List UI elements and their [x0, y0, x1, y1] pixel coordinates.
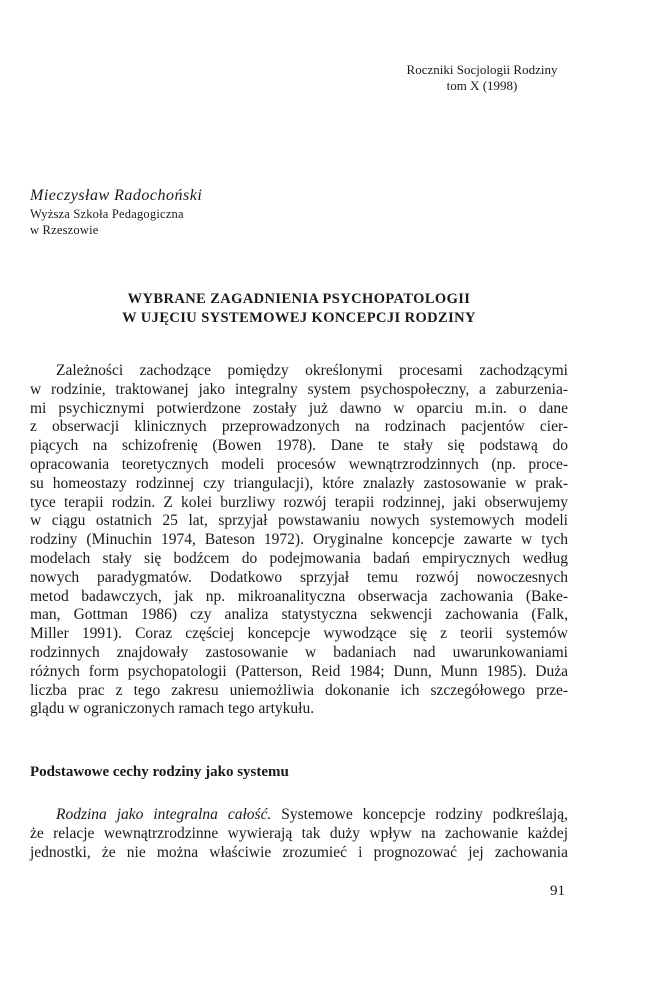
text-line: rodziny (Minuchin 1974, Bateson 1972). Oryginalne koncepcje zawarte w tych: [30, 531, 568, 549]
text-line: różnych form psychopatologii (Patterson, Reid 1984; Dunn, Munn 1985). Duża: [30, 662, 568, 680]
italic-lead: Rodzina jako integralna całość.: [56, 806, 272, 823]
journal-header: [382, 62, 582, 94]
text-line: Zależności zachodzące pomiędzy określonymi procesami zachodzącymi: [56, 362, 568, 379]
author-affiliation-city: w Rzeszowie: [30, 223, 99, 237]
article-title-line-1: WYBRANE ZAGADNIENIA PSYCHOPATOLOGII: [127, 291, 471, 307]
text-line: nowych paradygmatów. Dodatkowo sprzyjał temu rozwój nowoczesnych: [30, 568, 568, 586]
text-line: mi psychicznymi potwierdzone zostały już dawno w oparciu m.in. o dane: [30, 399, 568, 417]
text-run: Systemowe koncepcje rodziny podkreślają,: [271, 806, 568, 823]
author-affiliation: Wyższa Szkoła Pedagogiczna: [30, 207, 184, 221]
text-line: tyce terapii rodzin. Z kolei burzliwy rozwój terapii rodzinnej, jaki obserwujemy: [30, 493, 568, 511]
text-line: liczba prac z tego zakresu uniemożliwia dokonanie ich szczegółowego prze-: [30, 681, 568, 699]
journal-volume: tom X (1998): [446, 78, 518, 93]
text-line: z obserwacji klinicznych przeprowadzonych na rodzinach pacjentów cier-: [30, 418, 568, 436]
author-name: Mieczysław Radochoński: [30, 187, 203, 204]
journal-name: Roczniki Socjologii Rodziny: [406, 62, 558, 77]
text-line: modelach stały się bodźcem do podejmowania badań empirycznych według: [30, 549, 568, 567]
text-line: [30, 806, 568, 825]
section-heading: Podstawowe cechy rodziny jako systemu: [30, 764, 289, 780]
author-block: [30, 186, 202, 238]
text-line: jednostki, że nie można właściwie zrozumieć i prognozować jej zachowania: [30, 843, 568, 861]
article-title-line-2: W UJĘCIU SYSTEMOWEJ KONCEPCJI RODZINY: [122, 310, 476, 326]
page-number: 91: [550, 883, 565, 899]
text-line: man, Gottman 1986) czy analiza statystyczna sekwencji zachowania (Falk,: [30, 606, 568, 624]
text-line: że relacje wewnątrzrodzinne wywierają tak duży wpływ na zachowanie każdej: [30, 824, 568, 842]
text-line: metod badawczych, jak np. mikroanalityczna obserwacja zachowania (Bake-: [30, 587, 568, 605]
text-line: w ciągu ostatnich 25 lat, sprzyjał powstawaniu nowych systemowych modeli: [30, 512, 568, 530]
section-paragraph: [30, 806, 568, 862]
text-line: opracowania teoretycznych modeli procesów wewnątrzrodzinnych (np. proce-: [30, 455, 568, 473]
text-line: glądu w ograniczonych ramach tego artykułu.: [30, 700, 315, 718]
text-line: piących na schizofrenię (Bowen 1978). Dane te stały się podstawą do: [30, 437, 568, 455]
article-title: [30, 290, 568, 328]
text-line: w rodzinie, traktowanej jako integralny system psychospołeczny, a zaburzenia-: [30, 380, 568, 398]
text-line: su homeostazy rodzinnej czy triangulacji), które znalazły zastosowanie w prak-: [30, 474, 568, 492]
text-line: rodzinnych znajdowały zastosowanie w badaniach nad uwarunkowaniami: [30, 643, 568, 661]
intro-paragraph: [30, 362, 568, 719]
text-line: Miller 1991). Coraz częściej koncepcje wywodzące się z teorii systemów: [30, 625, 568, 643]
